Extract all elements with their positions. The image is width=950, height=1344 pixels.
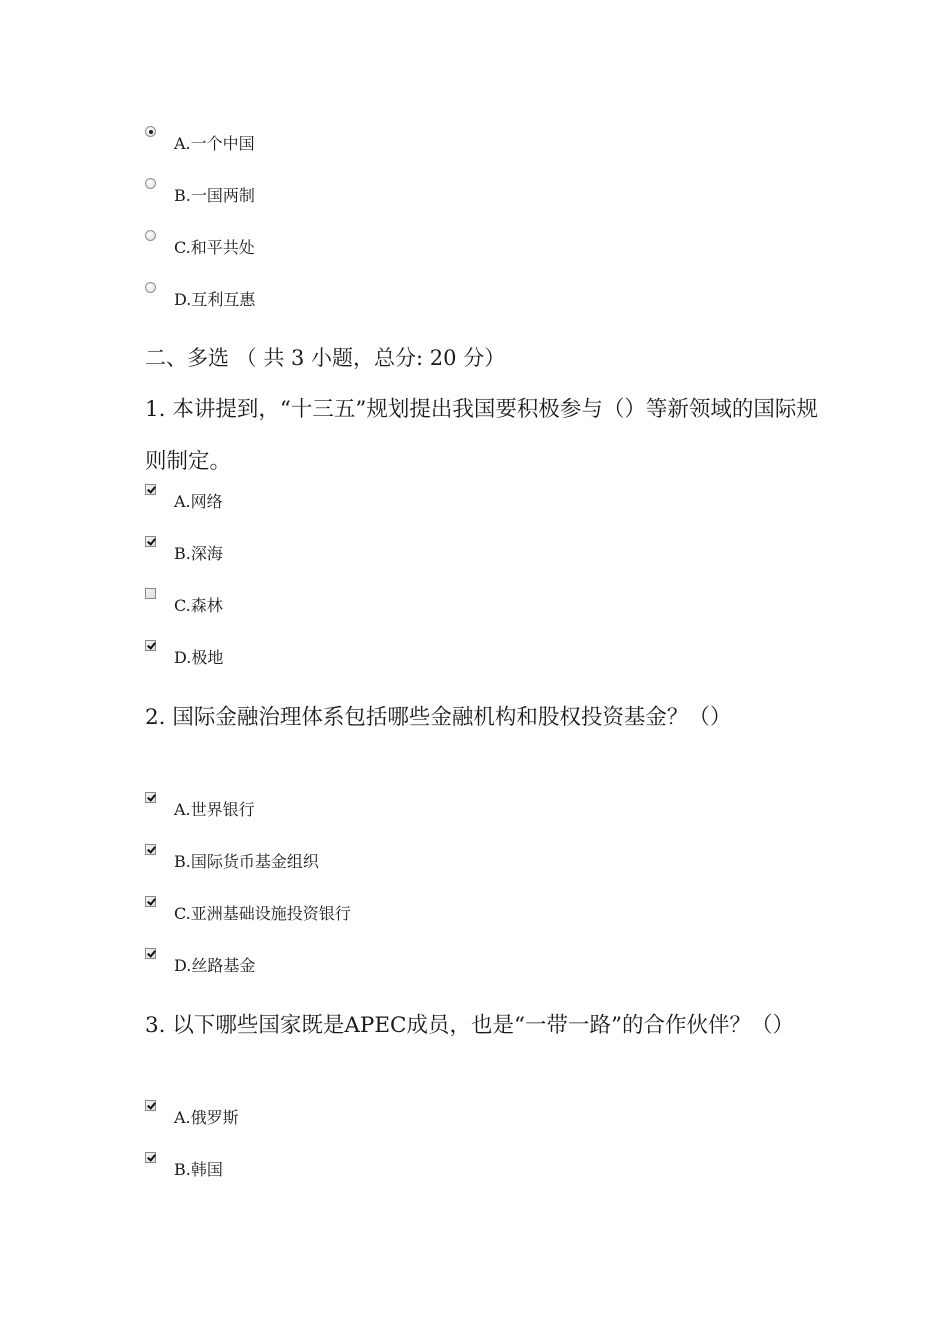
option-label: C.和平共处 [174,238,255,257]
option-label: C.森林 [174,596,223,615]
q0-option-d[interactable] [145,288,255,312]
q2-option-d[interactable] [145,954,255,978]
q2-option-b[interactable] [145,850,319,874]
checkbox-checked[interactable] [145,844,156,855]
q2-option-c[interactable] [145,902,351,926]
q1-option-a[interactable] [145,490,223,514]
checkbox-checked[interactable] [145,640,156,651]
option-label: D.互利互惠 [174,290,256,309]
checkbox-checked[interactable] [145,1100,156,1111]
option-label: A.网络 [174,492,223,511]
q2-option-a[interactable] [145,798,255,822]
option-label: D.极地 [174,648,224,667]
option-label: A.世界银行 [174,800,255,819]
option-label: C.亚洲基础设施投资银行 [174,904,351,923]
section-heading: 二、多选 （ 共 3 小题，总分: 20 分） [145,346,506,370]
question-2-text: 2. 国际金融治理体系包括哪些金融机构和股权投资基金？（） [145,705,732,730]
checkbox-checked[interactable] [145,948,156,959]
radio-button-selected[interactable] [145,126,156,137]
option-label: B.国际货币基金组织 [174,852,319,871]
radio-button[interactable] [145,230,156,241]
checkbox-checked[interactable] [145,792,156,803]
question-1-text: 1. 本讲提到，“十三五”规划提出我国要积极参与（）等新领域的国际规则制定。 [145,397,818,474]
q1-option-d[interactable] [145,646,223,670]
q3-option-b[interactable] [145,1158,223,1182]
option-label: A.俄罗斯 [174,1108,239,1127]
checkbox-checked[interactable] [145,1152,156,1163]
radio-button[interactable] [145,178,156,189]
radio-button[interactable] [145,282,156,293]
option-label: B.一国两制 [174,186,255,205]
option-label: D.丝路基金 [174,956,256,975]
q1-option-b[interactable] [145,542,223,566]
checkbox-checked[interactable] [145,896,156,907]
q3-option-a[interactable] [145,1106,239,1130]
q0-option-b[interactable] [145,184,255,208]
q1-option-c[interactable] [145,594,223,618]
q0-option-c[interactable] [145,236,255,260]
checkbox-checked[interactable] [145,484,156,495]
checkbox-checked[interactable] [145,536,156,547]
checkbox[interactable] [145,588,156,599]
question-3-text: 3. 以下哪些国家既是APEC成员，也是“一带一路”的合作伙伴？（） [145,1013,794,1038]
option-label: A.一个中国 [174,134,255,153]
q0-option-a[interactable] [145,132,255,156]
option-label: B.韩国 [174,1160,223,1179]
option-label: B.深海 [174,544,223,563]
